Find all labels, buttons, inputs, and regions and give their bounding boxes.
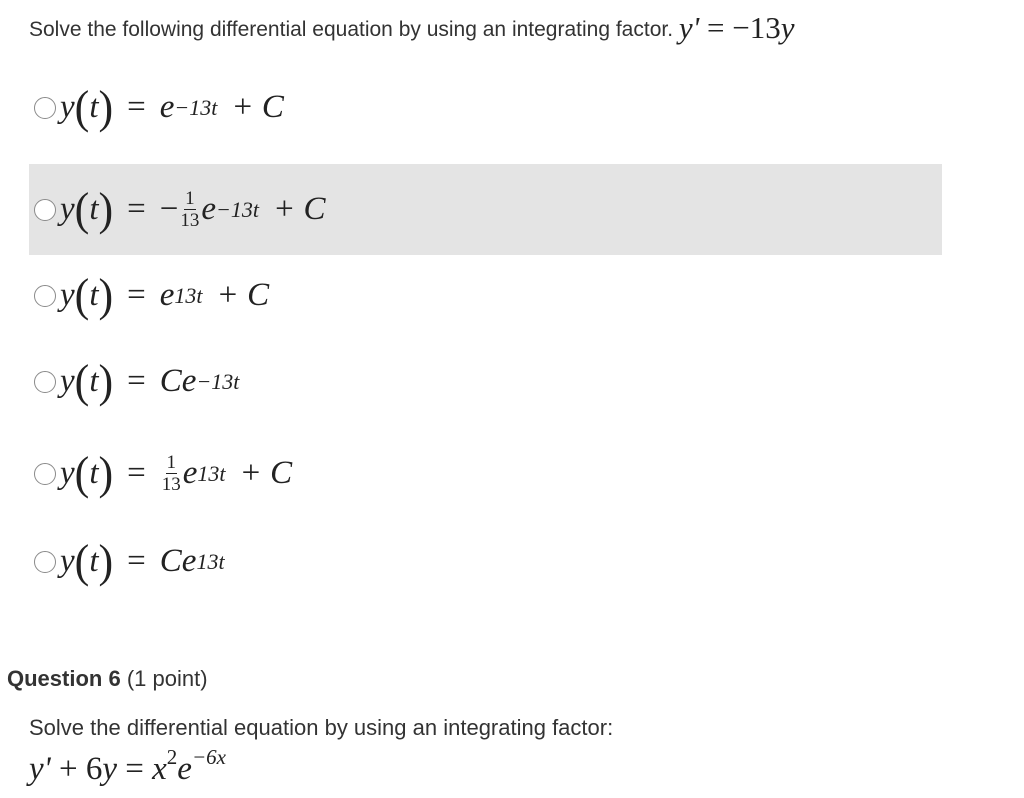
question-6-equation xyxy=(29,745,226,788)
formula-base: e xyxy=(159,89,175,125)
radio-button[interactable] xyxy=(34,97,56,119)
formula-tail: + C xyxy=(239,455,293,491)
q6-coef: 6 xyxy=(85,751,103,787)
formula-tail: + C xyxy=(216,277,270,313)
answer-option-3[interactable] xyxy=(29,250,942,341)
answer-option-6[interactable] xyxy=(29,516,942,607)
formula-t: t xyxy=(89,543,99,579)
question-equation xyxy=(679,10,795,45)
question-6-points: (1 point) xyxy=(126,666,208,691)
formula-y: y xyxy=(60,543,75,579)
question-prompt xyxy=(29,10,795,46)
formula-fraction xyxy=(180,189,199,230)
formula-coef: C xyxy=(159,543,182,579)
formula-base: e xyxy=(181,363,197,399)
formula-t: t xyxy=(89,363,99,399)
q6-x: x xyxy=(152,751,167,787)
q6-var: y xyxy=(102,751,117,787)
radio-button[interactable] xyxy=(34,551,56,573)
formula-exponent: 13t xyxy=(197,460,226,486)
formula-base: e xyxy=(159,277,175,313)
question-prompt-text: Solve the following differential equation by using an integrating factor. xyxy=(29,18,674,41)
paren-open: ( xyxy=(74,535,90,587)
q6-e: e xyxy=(177,751,192,787)
radio-button[interactable] xyxy=(34,285,56,307)
question-6-prompt: Solve the differential equation by using an integrating factor: xyxy=(29,715,614,740)
paren-open: ( xyxy=(74,81,90,133)
formula-t: t xyxy=(89,89,99,125)
formula-y: y xyxy=(60,363,75,399)
question-6-header xyxy=(7,666,208,692)
formula-equals: = xyxy=(127,277,146,313)
option-formula xyxy=(60,535,225,587)
q6-e-exp: −6x xyxy=(191,745,226,769)
option-formula xyxy=(60,81,284,133)
formula-base: e xyxy=(182,455,198,491)
formula-tail: + C xyxy=(273,191,326,227)
formula-base: e xyxy=(201,191,217,227)
q6-equals: = xyxy=(125,751,144,787)
formula-t: t xyxy=(89,277,99,313)
eq-var: y xyxy=(780,10,795,45)
formula-y: y xyxy=(60,455,75,491)
formula-exponent: 13t xyxy=(196,548,225,574)
answer-option-4[interactable] xyxy=(29,336,942,427)
paren-close: ) xyxy=(98,183,114,235)
paren-open: ( xyxy=(74,355,90,407)
paren-close: ) xyxy=(98,269,114,321)
formula-exponent: 13t xyxy=(174,282,203,308)
formula-tail: + C xyxy=(231,89,284,125)
formula-y: y xyxy=(60,277,75,313)
formula-exponent: −13t xyxy=(196,368,240,394)
paren-close: ) xyxy=(98,535,114,587)
paren-close: ) xyxy=(98,355,114,407)
formula-t: t xyxy=(89,455,99,491)
formula-equals: = xyxy=(127,191,146,227)
formula-equals: = xyxy=(127,455,146,491)
paren-open: ( xyxy=(74,183,90,235)
paren-close: ) xyxy=(98,81,114,133)
radio-button[interactable] xyxy=(34,463,56,485)
formula-coef: C xyxy=(159,363,182,399)
formula-equals: = xyxy=(127,89,146,125)
fraction-numerator: 1 xyxy=(185,188,195,209)
paren-open: ( xyxy=(74,269,90,321)
answer-option-2[interactable] xyxy=(29,164,942,255)
option-formula xyxy=(60,447,293,499)
eq-coef: −13 xyxy=(732,10,781,45)
paren-close: ) xyxy=(98,447,114,499)
q6-x-exp: 2 xyxy=(166,745,178,769)
fraction-numerator: 1 xyxy=(166,452,177,473)
fraction-denominator: 13 xyxy=(161,474,181,495)
formula-exponent: −13t xyxy=(216,196,260,222)
radio-button[interactable] xyxy=(34,199,56,221)
formula-fraction xyxy=(162,453,181,494)
formula-t: t xyxy=(89,191,99,227)
eq-lhs: y' xyxy=(678,10,700,45)
formula-y: y xyxy=(60,191,75,227)
option-formula xyxy=(60,269,270,321)
formula-equals: = xyxy=(127,543,146,579)
formula-base: e xyxy=(181,543,197,579)
radio-button[interactable] xyxy=(34,371,56,393)
option-formula xyxy=(60,355,240,407)
formula-exponent: −13t xyxy=(174,94,218,120)
formula-sign: − xyxy=(159,191,179,227)
formula-y: y xyxy=(60,89,75,125)
answer-option-1[interactable] xyxy=(29,62,942,153)
question-6-label: Question 6 xyxy=(7,666,121,691)
answer-option-5[interactable] xyxy=(29,428,942,519)
q6-lhs: y' xyxy=(29,751,51,787)
q6-plus: + xyxy=(58,751,78,787)
formula-equals: = xyxy=(127,363,146,399)
option-formula xyxy=(60,183,326,235)
paren-open: ( xyxy=(74,447,90,499)
fraction-denominator: 13 xyxy=(180,210,200,231)
eq-equals: = xyxy=(707,10,725,45)
